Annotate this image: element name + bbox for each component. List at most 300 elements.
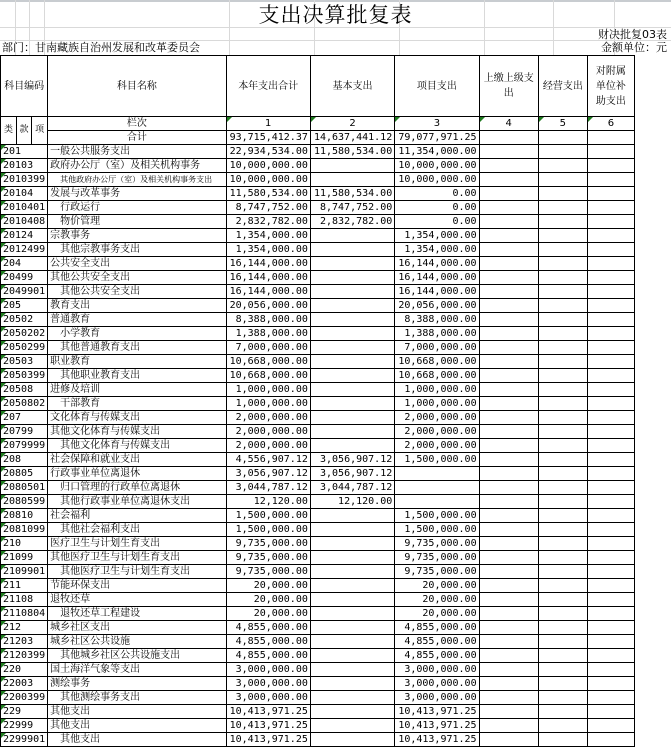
amount-cell[interactable]: [479, 383, 538, 397]
subject-code-cell[interactable]: 2010401: [1, 201, 48, 215]
amount-cell[interactable]: [395, 495, 479, 509]
amount-cell[interactable]: [479, 565, 538, 579]
amount-cell[interactable]: [310, 383, 394, 397]
amount-cell[interactable]: [587, 719, 634, 733]
amount-cell[interactable]: [538, 467, 587, 481]
amount-cell[interactable]: [538, 187, 587, 201]
amount-cell[interactable]: 10,668,000.00: [395, 369, 479, 383]
amount-cell[interactable]: 2,000,000.00: [395, 411, 479, 425]
subject-code-cell[interactable]: 2109901: [1, 565, 48, 579]
amount-cell[interactable]: [587, 145, 634, 159]
amount-cell[interactable]: 11,580,534.00: [310, 187, 394, 201]
subject-code-cell[interactable]: 22999: [1, 719, 48, 733]
amount-cell[interactable]: [310, 439, 394, 453]
amount-cell[interactable]: [479, 257, 538, 271]
amount-cell[interactable]: [587, 341, 634, 355]
amount-cell[interactable]: 4,556,907.12: [226, 453, 310, 467]
subject-name-cell[interactable]: 其他支出: [48, 705, 226, 719]
amount-cell[interactable]: [479, 467, 538, 481]
subject-name-cell[interactable]: 政府办公厅（室）及相关机构事务: [48, 159, 226, 173]
amount-cell[interactable]: [310, 579, 394, 593]
amount-cell[interactable]: [538, 369, 587, 383]
amount-cell[interactable]: [538, 397, 587, 411]
amount-cell[interactable]: [310, 537, 394, 551]
subject-code-cell[interactable]: 2050399: [1, 369, 48, 383]
amount-cell[interactable]: [587, 299, 634, 313]
amount-cell[interactable]: [587, 327, 634, 341]
index-cell[interactable]: 1: [226, 117, 310, 131]
subject-name-cell[interactable]: 退牧还草: [48, 593, 226, 607]
amount-cell[interactable]: [479, 285, 538, 299]
subject-code-cell[interactable]: 2080599: [1, 495, 48, 509]
amount-cell[interactable]: [587, 481, 634, 495]
amount-cell[interactable]: [479, 201, 538, 215]
amount-cell[interactable]: [479, 509, 538, 523]
subject-name-cell[interactable]: 其他文化体育与传媒支出: [48, 439, 226, 453]
amount-cell[interactable]: [538, 565, 587, 579]
amount-cell[interactable]: [479, 705, 538, 719]
subject-name-cell[interactable]: 退牧还草工程建设: [48, 607, 226, 621]
subject-name-cell[interactable]: 公共安全支出: [48, 257, 226, 271]
subject-code-cell[interactable]: 20799: [1, 425, 48, 439]
subject-code-cell[interactable]: 2080501: [1, 481, 48, 495]
amount-cell[interactable]: 1,000,000.00: [395, 397, 479, 411]
amount-cell[interactable]: 4,855,000.00: [226, 649, 310, 663]
amount-cell[interactable]: [587, 411, 634, 425]
amount-cell[interactable]: [479, 453, 538, 467]
subject-name-cell[interactable]: 普通教育: [48, 313, 226, 327]
amount-cell[interactable]: [587, 453, 634, 467]
amount-cell[interactable]: [538, 285, 587, 299]
amount-cell[interactable]: 11,354,000.00: [395, 145, 479, 159]
amount-cell[interactable]: 10,668,000.00: [226, 355, 310, 369]
amount-cell[interactable]: [587, 565, 634, 579]
subject-name-cell[interactable]: 城乡社区公共设施: [48, 635, 226, 649]
amount-cell[interactable]: 1,388,000.00: [395, 327, 479, 341]
amount-cell[interactable]: 1,500,000.00: [395, 523, 479, 537]
amount-cell[interactable]: 3,000,000.00: [395, 663, 479, 677]
total-cell[interactable]: 93,715,412.37: [226, 131, 310, 145]
amount-cell[interactable]: [538, 551, 587, 565]
amount-cell[interactable]: [479, 327, 538, 341]
subject-name-cell[interactable]: 其他宗教事务支出: [48, 243, 226, 257]
subject-code-cell[interactable]: 2050202: [1, 327, 48, 341]
subject-code-cell[interactable]: 20503: [1, 355, 48, 369]
amount-cell[interactable]: [310, 397, 394, 411]
total-cell[interactable]: [587, 131, 634, 145]
subject-code-cell[interactable]: 205: [1, 299, 48, 313]
amount-cell[interactable]: [587, 201, 634, 215]
amount-cell[interactable]: 1,500,000.00: [395, 453, 479, 467]
amount-cell[interactable]: 10,000,000.00: [226, 159, 310, 173]
index-cell[interactable]: 5: [538, 117, 587, 131]
amount-cell[interactable]: [587, 313, 634, 327]
amount-cell[interactable]: [587, 593, 634, 607]
amount-cell[interactable]: 1,500,000.00: [226, 509, 310, 523]
amount-cell[interactable]: [479, 229, 538, 243]
amount-cell[interactable]: 1,354,000.00: [395, 243, 479, 257]
amount-cell[interactable]: [538, 691, 587, 705]
amount-cell[interactable]: 10,668,000.00: [395, 355, 479, 369]
subject-name-cell[interactable]: 进修及培训: [48, 383, 226, 397]
subject-code-cell[interactable]: 201: [1, 145, 48, 159]
amount-cell[interactable]: 7,000,000.00: [226, 341, 310, 355]
amount-cell[interactable]: [479, 299, 538, 313]
amount-cell[interactable]: [479, 523, 538, 537]
amount-cell[interactable]: [587, 495, 634, 509]
amount-cell[interactable]: [310, 159, 394, 173]
subject-name-cell[interactable]: 归口管理的行政单位离退休: [48, 481, 226, 495]
amount-cell[interactable]: [587, 425, 634, 439]
amount-cell[interactable]: [587, 705, 634, 719]
amount-cell[interactable]: [538, 145, 587, 159]
amount-cell[interactable]: 3,000,000.00: [395, 691, 479, 705]
subject-code-cell[interactable]: 210: [1, 537, 48, 551]
amount-cell[interactable]: [479, 719, 538, 733]
amount-cell[interactable]: [310, 663, 394, 677]
amount-cell[interactable]: [310, 565, 394, 579]
subject-name-cell[interactable]: 其他城乡社区公共设施支出: [48, 649, 226, 663]
amount-cell[interactable]: [538, 523, 587, 537]
amount-cell[interactable]: 3,056,907.12: [310, 453, 394, 467]
amount-cell[interactable]: 16,144,000.00: [395, 257, 479, 271]
amount-cell[interactable]: [310, 173, 394, 187]
amount-cell[interactable]: [479, 537, 538, 551]
amount-cell[interactable]: [310, 299, 394, 313]
amount-cell[interactable]: [587, 691, 634, 705]
subject-name-cell[interactable]: 职业教育: [48, 355, 226, 369]
subject-name-cell[interactable]: 宗教事务: [48, 229, 226, 243]
amount-cell[interactable]: [310, 257, 394, 271]
amount-cell[interactable]: [587, 509, 634, 523]
amount-cell[interactable]: 3,000,000.00: [226, 663, 310, 677]
amount-cell[interactable]: [538, 439, 587, 453]
amount-cell[interactable]: 0.00: [395, 215, 479, 229]
subject-name-cell[interactable]: 物价管理: [48, 215, 226, 229]
amount-cell[interactable]: 3,056,907.12: [226, 467, 310, 481]
amount-cell[interactable]: [587, 607, 634, 621]
amount-cell[interactable]: [538, 299, 587, 313]
subject-code-cell[interactable]: 20508: [1, 383, 48, 397]
amount-cell[interactable]: [587, 397, 634, 411]
amount-cell[interactable]: [479, 313, 538, 327]
amount-cell[interactable]: 2,000,000.00: [226, 411, 310, 425]
amount-cell[interactable]: [538, 327, 587, 341]
amount-cell[interactable]: [310, 229, 394, 243]
amount-cell[interactable]: [310, 425, 394, 439]
subject-code-cell[interactable]: 20103: [1, 159, 48, 173]
amount-cell[interactable]: [538, 201, 587, 215]
subject-name-cell[interactable]: 其他公共安全支出: [48, 285, 226, 299]
amount-cell[interactable]: 20,000.00: [395, 593, 479, 607]
amount-cell[interactable]: [310, 369, 394, 383]
amount-cell[interactable]: [479, 551, 538, 565]
amount-cell[interactable]: [310, 607, 394, 621]
amount-cell[interactable]: 9,735,000.00: [226, 551, 310, 565]
amount-cell[interactable]: 8,388,000.00: [226, 313, 310, 327]
subject-code-cell[interactable]: 2081099: [1, 523, 48, 537]
subject-name-cell[interactable]: 教育支出: [48, 299, 226, 313]
subject-name-cell[interactable]: 文化体育与传媒支出: [48, 411, 226, 425]
subject-code-cell[interactable]: 212: [1, 621, 48, 635]
amount-cell[interactable]: [479, 145, 538, 159]
subject-code-cell[interactable]: 2120399: [1, 649, 48, 663]
subject-name-cell[interactable]: 其他社会福利支出: [48, 523, 226, 537]
amount-cell[interactable]: 20,000.00: [226, 579, 310, 593]
amount-cell[interactable]: 3,044,787.12: [226, 481, 310, 495]
subject-code-cell[interactable]: 21108: [1, 593, 48, 607]
subject-name-cell[interactable]: 其他公共安全支出: [48, 271, 226, 285]
amount-cell[interactable]: 2,832,782.00: [310, 215, 394, 229]
amount-cell[interactable]: [587, 383, 634, 397]
amount-cell[interactable]: [479, 215, 538, 229]
amount-cell[interactable]: [538, 341, 587, 355]
amount-cell[interactable]: [310, 719, 394, 733]
amount-cell[interactable]: [479, 369, 538, 383]
amount-cell[interactable]: [538, 453, 587, 467]
amount-cell[interactable]: [538, 635, 587, 649]
subject-code-cell[interactable]: 20499: [1, 271, 48, 285]
subject-name-cell[interactable]: 其他医疗卫生与计划生育支出: [48, 551, 226, 565]
amount-cell[interactable]: 10,413,971.25: [395, 733, 479, 747]
subject-name-cell[interactable]: 行政事业单位离退休: [48, 467, 226, 481]
amount-cell[interactable]: 1,500,000.00: [395, 509, 479, 523]
amount-cell[interactable]: 22,934,534.00: [226, 145, 310, 159]
amount-cell[interactable]: 10,413,971.25: [395, 719, 479, 733]
amount-cell[interactable]: 10,413,971.25: [226, 733, 310, 747]
amount-cell[interactable]: 10,000,000.00: [226, 173, 310, 187]
amount-cell[interactable]: 16,144,000.00: [395, 285, 479, 299]
subject-code-cell[interactable]: 2012499: [1, 243, 48, 257]
amount-cell[interactable]: 4,855,000.00: [226, 635, 310, 649]
amount-cell[interactable]: [310, 523, 394, 537]
total-cell[interactable]: [479, 131, 538, 145]
amount-cell[interactable]: [479, 173, 538, 187]
subject-name-cell[interactable]: 一般公共服务支出: [48, 145, 226, 159]
amount-cell[interactable]: [538, 705, 587, 719]
amount-cell[interactable]: [587, 467, 634, 481]
amount-cell[interactable]: [479, 607, 538, 621]
amount-cell[interactable]: 9,735,000.00: [395, 565, 479, 579]
amount-cell[interactable]: 9,735,000.00: [226, 537, 310, 551]
amount-cell[interactable]: [479, 649, 538, 663]
amount-cell[interactable]: 9,735,000.00: [226, 565, 310, 579]
amount-cell[interactable]: [587, 579, 634, 593]
amount-cell[interactable]: [479, 593, 538, 607]
amount-cell[interactable]: 1,354,000.00: [226, 243, 310, 257]
amount-cell[interactable]: 1,354,000.00: [226, 229, 310, 243]
amount-cell[interactable]: [538, 229, 587, 243]
subject-name-cell[interactable]: 干部教育: [48, 397, 226, 411]
subject-name-cell[interactable]: 小学教育: [48, 327, 226, 341]
amount-cell[interactable]: [538, 677, 587, 691]
subject-code-cell[interactable]: 211: [1, 579, 48, 593]
amount-cell[interactable]: 2,000,000.00: [226, 425, 310, 439]
amount-cell[interactable]: 12,120.00: [226, 495, 310, 509]
amount-cell[interactable]: 9,735,000.00: [395, 551, 479, 565]
amount-cell[interactable]: [587, 523, 634, 537]
subject-code-cell[interactable]: 220: [1, 663, 48, 677]
amount-cell[interactable]: 2,000,000.00: [395, 425, 479, 439]
amount-cell[interactable]: 7,000,000.00: [395, 341, 479, 355]
amount-cell[interactable]: [310, 313, 394, 327]
amount-cell[interactable]: [587, 355, 634, 369]
amount-cell[interactable]: 4,855,000.00: [395, 649, 479, 663]
amount-cell[interactable]: [538, 159, 587, 173]
amount-cell[interactable]: [479, 663, 538, 677]
amount-cell[interactable]: [538, 243, 587, 257]
subject-code-cell[interactable]: 22003: [1, 677, 48, 691]
subject-name-cell[interactable]: 其他行政事业单位离退休支出: [48, 495, 226, 509]
amount-cell[interactable]: 3,056,907.12: [310, 467, 394, 481]
subject-name-cell[interactable]: 其他医疗卫生与计划生育支出: [48, 565, 226, 579]
amount-cell[interactable]: [538, 313, 587, 327]
amount-cell[interactable]: [479, 159, 538, 173]
amount-cell[interactable]: [538, 649, 587, 663]
amount-cell[interactable]: [587, 257, 634, 271]
subject-name-cell[interactable]: 其他支出: [48, 733, 226, 747]
amount-cell[interactable]: [310, 411, 394, 425]
amount-cell[interactable]: [479, 579, 538, 593]
amount-cell[interactable]: 4,855,000.00: [395, 635, 479, 649]
amount-cell[interactable]: 1,388,000.00: [226, 327, 310, 341]
amount-cell[interactable]: [479, 397, 538, 411]
subject-name-cell[interactable]: 社会保障和就业支出: [48, 453, 226, 467]
subject-name-cell[interactable]: 其他政府办公厅（室）及相关机构事务支出: [48, 173, 226, 187]
amount-cell[interactable]: [587, 215, 634, 229]
subject-code-cell[interactable]: 2050299: [1, 341, 48, 355]
subject-code-cell[interactable]: 229: [1, 705, 48, 719]
amount-cell[interactable]: [587, 551, 634, 565]
amount-cell[interactable]: [479, 439, 538, 453]
amount-cell[interactable]: [479, 341, 538, 355]
amount-cell[interactable]: 8,747,752.00: [310, 201, 394, 215]
amount-cell[interactable]: 16,144,000.00: [226, 271, 310, 285]
amount-cell[interactable]: [479, 677, 538, 691]
amount-cell[interactable]: [538, 509, 587, 523]
amount-cell[interactable]: [538, 355, 587, 369]
amount-cell[interactable]: 0.00: [395, 201, 479, 215]
amount-cell[interactable]: [538, 481, 587, 495]
amount-cell[interactable]: [538, 593, 587, 607]
subject-name-cell[interactable]: 其他普通教育支出: [48, 341, 226, 355]
amount-cell[interactable]: [479, 187, 538, 201]
subject-code-cell[interactable]: 208: [1, 453, 48, 467]
amount-cell[interactable]: 8,388,000.00: [395, 313, 479, 327]
amount-cell[interactable]: [479, 355, 538, 369]
amount-cell[interactable]: [538, 621, 587, 635]
amount-cell[interactable]: [538, 215, 587, 229]
amount-cell[interactable]: [587, 369, 634, 383]
amount-cell[interactable]: [310, 593, 394, 607]
amount-cell[interactable]: [587, 635, 634, 649]
amount-cell[interactable]: [587, 537, 634, 551]
total-cell[interactable]: 79,077,971.25: [395, 131, 479, 145]
subject-code-cell[interactable]: 20502: [1, 313, 48, 327]
amount-cell[interactable]: [479, 243, 538, 257]
amount-cell[interactable]: [310, 243, 394, 257]
amount-cell[interactable]: [538, 579, 587, 593]
amount-cell[interactable]: 20,000.00: [226, 593, 310, 607]
amount-cell[interactable]: [538, 411, 587, 425]
amount-cell[interactable]: 1,500,000.00: [226, 523, 310, 537]
amount-cell[interactable]: 0.00: [395, 187, 479, 201]
amount-cell[interactable]: 1,000,000.00: [226, 397, 310, 411]
amount-cell[interactable]: 16,144,000.00: [226, 285, 310, 299]
amount-cell[interactable]: [538, 257, 587, 271]
amount-cell[interactable]: [310, 649, 394, 663]
amount-cell[interactable]: [479, 495, 538, 509]
amount-cell[interactable]: 3,000,000.00: [395, 677, 479, 691]
amount-cell[interactable]: [479, 635, 538, 649]
subject-code-cell[interactable]: 207: [1, 411, 48, 425]
amount-cell[interactable]: [479, 621, 538, 635]
index-cell[interactable]: 4: [479, 117, 538, 131]
subject-name-cell[interactable]: 其他文化体育与传媒支出: [48, 425, 226, 439]
amount-cell[interactable]: 3,044,787.12: [310, 481, 394, 495]
amount-cell[interactable]: [310, 551, 394, 565]
amount-cell[interactable]: 20,000.00: [395, 579, 479, 593]
amount-cell[interactable]: 3,000,000.00: [226, 691, 310, 705]
amount-cell[interactable]: [479, 425, 538, 439]
subject-name-cell[interactable]: 国土海洋气象等支出: [48, 663, 226, 677]
amount-cell[interactable]: [587, 159, 634, 173]
subject-code-cell[interactable]: 2110804: [1, 607, 48, 621]
subject-code-cell[interactable]: 2010408: [1, 215, 48, 229]
amount-cell[interactable]: 8,747,752.00: [226, 201, 310, 215]
subject-code-cell[interactable]: 2299901: [1, 733, 48, 747]
amount-cell[interactable]: [538, 607, 587, 621]
amount-cell[interactable]: [538, 271, 587, 285]
amount-cell[interactable]: 16,144,000.00: [395, 271, 479, 285]
amount-cell[interactable]: 10,000,000.00: [395, 159, 479, 173]
total-cell[interactable]: [538, 131, 587, 145]
amount-cell[interactable]: [395, 467, 479, 481]
subject-code-cell[interactable]: 20805: [1, 467, 48, 481]
amount-cell[interactable]: [587, 663, 634, 677]
amount-cell[interactable]: [479, 481, 538, 495]
amount-cell[interactable]: 10,413,971.25: [226, 719, 310, 733]
subject-code-cell[interactable]: 2010399: [1, 173, 48, 187]
subject-code-cell[interactable]: 2079999: [1, 439, 48, 453]
amount-cell[interactable]: 10,668,000.00: [226, 369, 310, 383]
subject-code-cell[interactable]: 204: [1, 257, 48, 271]
amount-cell[interactable]: 11,580,534.00: [226, 187, 310, 201]
amount-cell[interactable]: 12,120.00: [310, 495, 394, 509]
subject-name-cell[interactable]: 节能环保支出: [48, 579, 226, 593]
amount-cell[interactable]: [587, 187, 634, 201]
amount-cell[interactable]: [587, 243, 634, 257]
subject-code-cell[interactable]: 2200399: [1, 691, 48, 705]
amount-cell[interactable]: [538, 495, 587, 509]
amount-cell[interactable]: 3,000,000.00: [226, 677, 310, 691]
amount-cell[interactable]: [587, 649, 634, 663]
index-cell[interactable]: 6: [587, 117, 634, 131]
amount-cell[interactable]: [587, 439, 634, 453]
amount-cell[interactable]: [479, 691, 538, 705]
amount-cell[interactable]: 10,413,971.25: [395, 705, 479, 719]
amount-cell[interactable]: [310, 705, 394, 719]
subject-code-cell[interactable]: 2049901: [1, 285, 48, 299]
amount-cell[interactable]: [587, 621, 634, 635]
index-cell[interactable]: 3: [395, 117, 479, 131]
amount-cell[interactable]: 1,000,000.00: [395, 383, 479, 397]
subject-code-cell[interactable]: 20810: [1, 509, 48, 523]
subject-code-cell[interactable]: 21203: [1, 635, 48, 649]
amount-cell[interactable]: 10,000,000.00: [395, 173, 479, 187]
subject-name-cell[interactable]: 其他支出: [48, 719, 226, 733]
subject-name-cell[interactable]: 测绘事务: [48, 677, 226, 691]
